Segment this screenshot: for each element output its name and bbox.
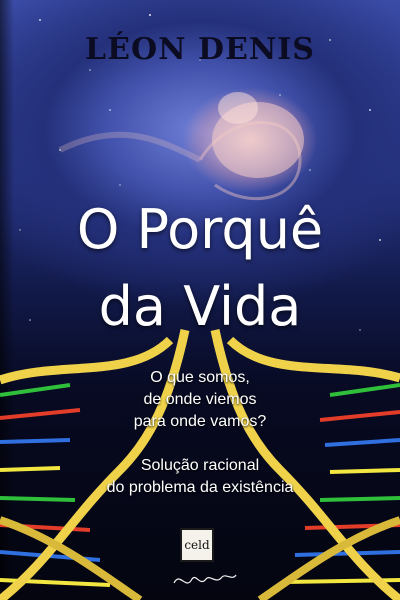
question-line: O que somos, xyxy=(150,369,250,386)
question-line: para onde vamos? xyxy=(133,413,267,430)
subtitle-line: Solução racional xyxy=(140,457,260,474)
publisher-logo-text: celd xyxy=(184,538,210,552)
title-line-2: da Vida xyxy=(98,275,302,338)
subtitle-line: do problema da existência xyxy=(106,479,294,496)
signature-icon xyxy=(170,565,240,593)
questions-block xyxy=(0,367,400,433)
subtitle-block xyxy=(0,455,400,499)
author-name: LÉON DENIS xyxy=(85,32,315,67)
question-line: de onde viemos xyxy=(143,391,257,408)
celd-logo-icon xyxy=(180,528,214,562)
title-line-1: O Porquê xyxy=(76,198,324,261)
